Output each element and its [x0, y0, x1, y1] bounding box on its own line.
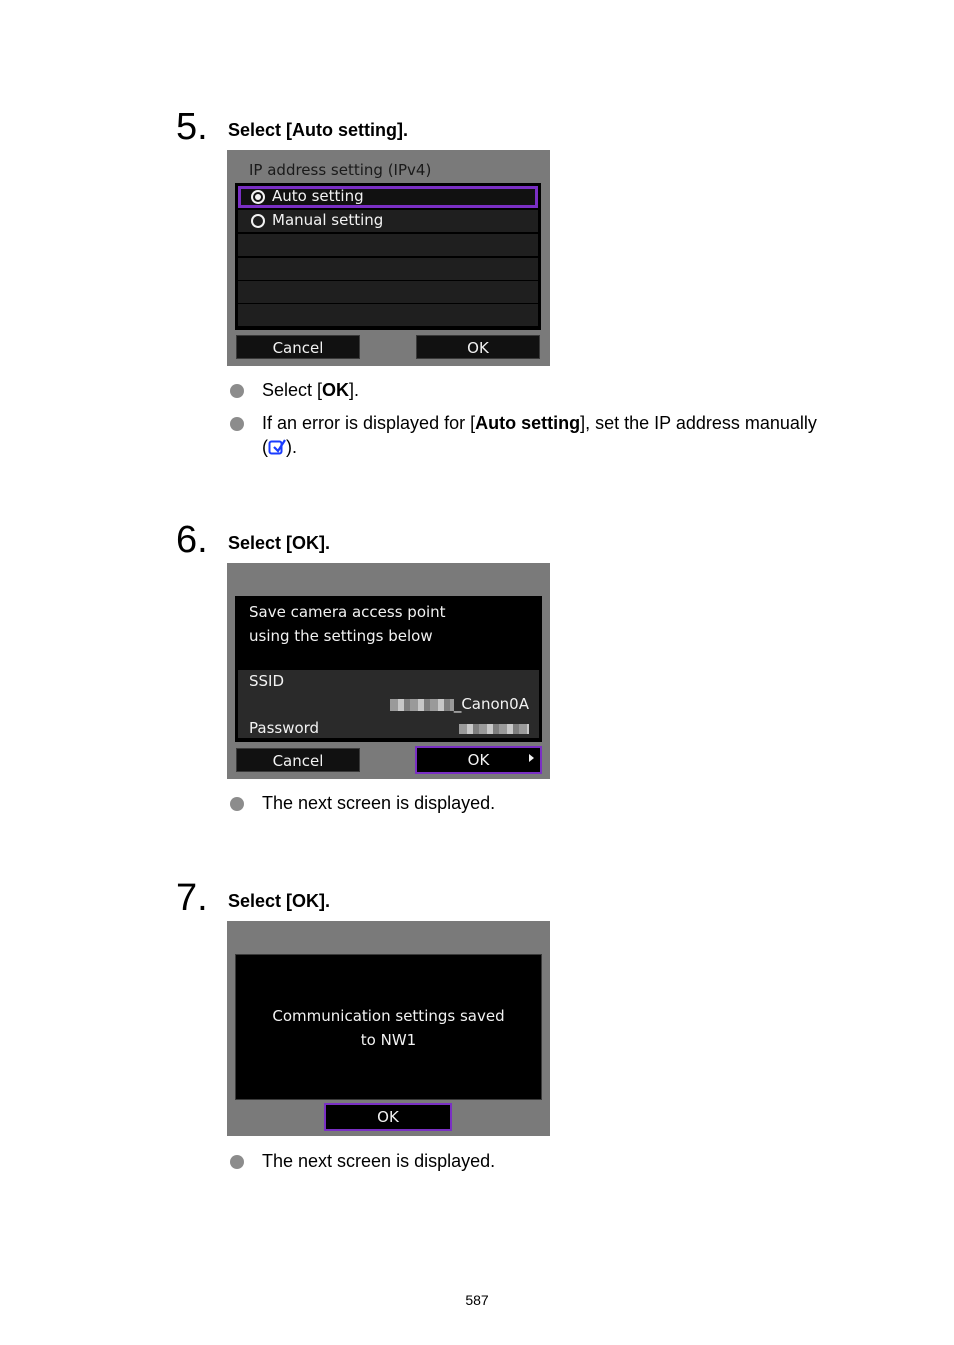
empty-row	[238, 258, 538, 280]
message-line: using the settings below	[249, 627, 433, 645]
settings-info	[238, 670, 539, 738]
step-title: Select [OK].	[228, 533, 331, 553]
message-panel	[235, 596, 542, 742]
option-label: Auto setting	[272, 187, 364, 205]
option-auto-setting[interactable]	[238, 186, 538, 208]
ok-button[interactable]: OK	[416, 335, 540, 359]
ssid-label: SSID	[249, 672, 285, 690]
cancel-button[interactable]: Cancel	[236, 335, 360, 359]
ssid-value: _Canon0A	[390, 695, 529, 713]
arrow-right-icon	[529, 754, 534, 762]
step-number: 5.	[176, 106, 208, 148]
cross-reference-link-icon[interactable]	[268, 438, 286, 456]
step-number: 7.	[176, 877, 208, 919]
settings-saved-screen	[227, 921, 550, 1136]
empty-row	[238, 281, 538, 303]
empty-row	[238, 304, 538, 326]
radio-selected-icon	[251, 190, 265, 204]
redacted-block	[459, 724, 529, 734]
ok-button[interactable]: OK	[324, 1103, 452, 1131]
radio-unselected-icon	[251, 214, 265, 228]
option-manual-setting[interactable]	[238, 210, 538, 232]
option-label: Manual setting	[272, 211, 384, 229]
option-list	[235, 183, 541, 330]
message-panel	[235, 954, 542, 1100]
bullet-icon	[230, 1155, 244, 1169]
screen-header: IP address setting (IPv4)	[249, 161, 432, 179]
bullet-icon	[230, 384, 244, 398]
redacted-block	[390, 699, 454, 711]
step-title: Select [Auto setting].	[228, 120, 409, 140]
page-number: 587	[465, 1292, 489, 1308]
ip-address-setting-screen	[227, 150, 550, 366]
message-line: Save camera access point	[249, 603, 446, 621]
message-line: to NW1	[360, 1031, 417, 1049]
bullet-icon	[230, 797, 244, 811]
save-access-point-screen	[227, 563, 550, 779]
step-title: Select [OK].	[228, 891, 331, 911]
password-value	[459, 719, 529, 737]
step-number: 6.	[176, 519, 208, 561]
cancel-button[interactable]: Cancel	[236, 748, 360, 772]
bullet-icon	[230, 417, 244, 431]
message-line: Communication settings saved	[272, 1007, 505, 1025]
ok-button[interactable]: OK	[415, 746, 542, 774]
empty-row	[238, 234, 538, 256]
password-label: Password	[249, 719, 320, 737]
